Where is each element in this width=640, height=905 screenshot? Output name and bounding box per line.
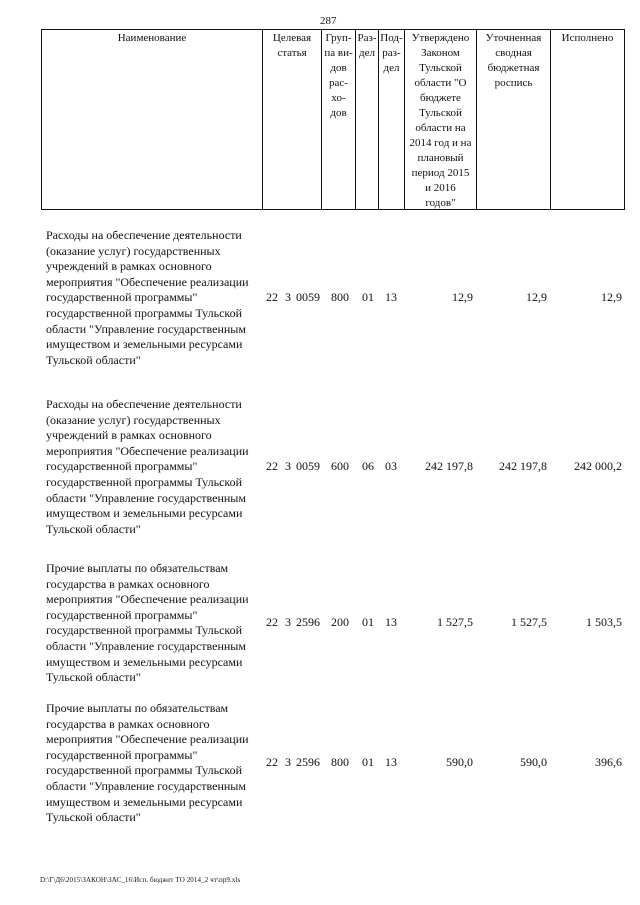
footer-file-path: D:\Г\Д6\2015\ЗАКОН\ЗАС_16\Исп. бюджет ТО 2014_2 чт\пр9.xls: [40, 876, 241, 884]
row-refined: 12,9: [526, 290, 547, 304]
row-subsection: 13: [385, 290, 397, 304]
row-code-c: 2596: [296, 755, 320, 769]
header-expense-group: Груп- па ви- дов рас- хо- дов: [324, 32, 353, 119]
row-approved: 12,9: [452, 290, 473, 304]
row-code-b: 3: [285, 615, 291, 629]
row-name: Расходы на обеспечение деятельности (оказание услуг) государственных учреждений в рамках основного мероприятия "Обеспечение реализации государственной программы" государственной программы Тульской области "Управление государственным имуществом и земельными ресурсами Тульской области": [46, 397, 249, 536]
header-bottom-border: [41, 209, 625, 210]
row-code-b: 3: [285, 755, 291, 769]
row-section: 06: [362, 459, 374, 473]
row-code-b: 3: [285, 290, 291, 304]
row-expense-group: 200: [331, 615, 349, 629]
header-executed: Исполнено: [561, 32, 614, 44]
row-refined: 1 527,5: [511, 615, 547, 629]
row-subsection: 03: [385, 459, 397, 473]
row-approved: 590,0: [446, 755, 473, 769]
row-refined: 590,0: [520, 755, 547, 769]
row-code-b: 3: [285, 459, 291, 473]
row-section: 01: [362, 615, 374, 629]
row-code-a: 22: [266, 290, 278, 304]
header-approved: Утверждено Законом Тульской области "О бюджете Тульской области на 2014 год и на плановый период 2015 и 2016 годов": [409, 32, 472, 209]
row-code-a: 22: [266, 755, 278, 769]
row-expense-group: 800: [331, 755, 349, 769]
row-code-c: 2596: [296, 615, 320, 629]
row-executed: 12,9: [601, 290, 622, 304]
row-name: Прочие выплаты по обязательствам государства в рамках основного мероприятия "Обеспечение реализации государственной программы" государственной программы Тульской области "Управление государственным имуществом и земельными ресурсами Тульской области": [46, 561, 249, 685]
header-col-divider: [550, 29, 551, 210]
row-refined: 242 197,8: [499, 459, 547, 473]
header-top-border: [41, 29, 625, 30]
row-executed: 1 503,5: [586, 615, 622, 629]
row-section: 01: [362, 755, 374, 769]
row-code-a: 22: [266, 459, 278, 473]
row-approved: 1 527,5: [437, 615, 473, 629]
row-subsection: 13: [385, 755, 397, 769]
header-refined: Уточненная сводная бюджетная роспись: [485, 32, 542, 89]
row-approved: 242 197,8: [425, 459, 473, 473]
row-code-c: 0059: [296, 290, 320, 304]
header-subsection: Под- раз- дел: [380, 32, 403, 74]
header-target-article: Целевая статья: [272, 32, 312, 59]
row-section: 01: [362, 290, 374, 304]
row-expense-group: 600: [331, 459, 349, 473]
row-subsection: 13: [385, 615, 397, 629]
row-code-a: 22: [266, 615, 278, 629]
header-name: Наименование: [117, 32, 187, 44]
header-col-divider: [624, 29, 625, 210]
row-name: Расходы на обеспечение деятельности (оказание услуг) государственных учреждений в рамках основного мероприятия "Обеспечение реализации государственной программы" государственной программы Тульской области "Управление государственным имуществом и земельными ресурсами Тульской области": [46, 228, 249, 367]
row-executed: 242 000,2: [574, 459, 622, 473]
header-col-divider: [41, 29, 42, 210]
row-code-c: 0059: [296, 459, 320, 473]
row-expense-group: 800: [331, 290, 349, 304]
page-number: 287: [320, 15, 337, 27]
row-name: Прочие выплаты по обязательствам государства в рамках основного мероприятия "Обеспечение реализации государственной программы" государственной программы Тульской области "Управление государственным имуществом и земельными ресурсами Тульской области": [46, 701, 249, 825]
row-executed: 396,6: [595, 755, 622, 769]
header-section: Раз- дел: [357, 32, 377, 59]
